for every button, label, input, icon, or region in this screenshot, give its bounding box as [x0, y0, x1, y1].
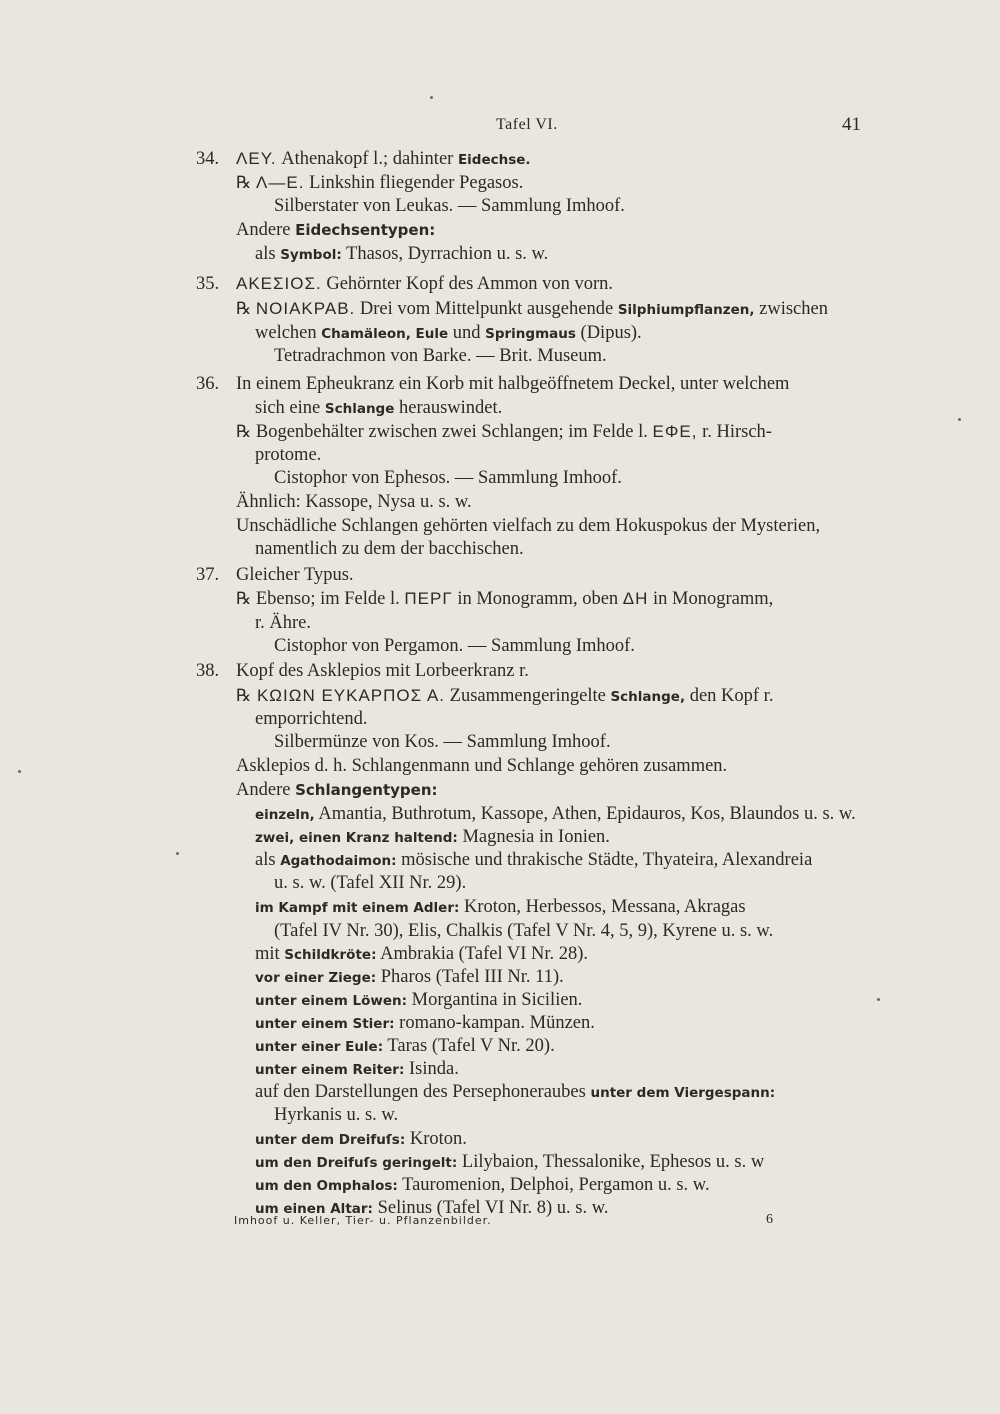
list-item: um den Omphalos: Tauromenion, Delphoi, Pergamon u. s. w. [255, 1175, 710, 1195]
greek-legend: Λ—Ε. [251, 173, 305, 192]
paper-speck [877, 998, 880, 1001]
keyword: Springmaus [485, 326, 576, 342]
list-item: unter einem Stier: romano-kampan. Münzen. [255, 1013, 595, 1033]
keyword: Chamäleon, [321, 326, 411, 342]
entry-line: Andere Schlangentypen: [236, 780, 438, 800]
entry-line: sich eine Schlange herauswindet. [255, 398, 503, 418]
entry-number: 34. [196, 149, 220, 169]
greek-legend: ΑΚΕΣΙΟΣ. [236, 274, 322, 293]
list-item: auf den Darstellungen des Persephoneraubes unter dem Viergespann: [255, 1082, 776, 1102]
entry-line: Gleicher Typus. [236, 565, 354, 585]
keyword: Schlangentypen: [295, 781, 438, 799]
entry-line: Unschädliche Schlangen gehörten vielfach zu dem Hokuspokus der Mysterien, [236, 516, 821, 536]
entry-line: namentlich zu dem der bacchischen. [255, 539, 524, 559]
entry-line: Andere Eidechsentypen: [236, 220, 436, 240]
list-item: vor einer Ziege: Pharos (Tafel III Nr. 11). [255, 967, 564, 987]
entry-line: Cistophor von Pergamon. — Sammlung Imhoof. [274, 636, 635, 656]
entry-line: ℞ Λ—Ε. Linkshin fliegender Pegasos. [236, 173, 524, 193]
entry-number: 36. [196, 374, 220, 394]
greek-legend: ΚΩΙΩΝ ΕΥΚΑΡΠΟΣ Α. [251, 686, 446, 705]
entry-line: als Symbol: Thasos, Dyrrachion u. s. w. [255, 244, 549, 264]
entry-line: Silberstater von Leukas. — Sammlung Imhoof. [274, 196, 625, 216]
entry-line: welchen Chamäleon, Eule und Springmaus (Dipus). [255, 323, 642, 343]
entry-line: Silbermünze von Kos. — Sammlung Imhoof. [274, 732, 611, 752]
reverse-symbol: ℞ [236, 589, 252, 608]
reverse-symbol: ℞ [236, 686, 252, 705]
greek-legend: ΝΟΙΑΚΡΑΒ. [255, 299, 356, 318]
paper-speck [430, 96, 433, 99]
entry-line: ℞ ΚΩΙΩΝ ΕΥΚΑΡΠΟΣ Α. Zusammengeringelte Schlange, den Kopf r. [236, 686, 774, 706]
list-item: mit Schildkröte: Ambrakia (Tafel VI Nr. 28). [255, 944, 589, 964]
keyword: Symbol: [280, 247, 342, 263]
keyword: Eule [415, 326, 449, 342]
list-item-continuation: Hyrkanis u. s. w. [274, 1105, 399, 1125]
running-header-title: Tafel VI. [496, 116, 558, 133]
greek-legend: ΔΗ [622, 589, 649, 608]
entry-line: r. Ähre. [255, 613, 311, 633]
entry-line: In einem Epheukranz ein Korb mit halbgeöffnetem Deckel, unter welchem [236, 374, 790, 394]
entry-number: 38. [196, 661, 220, 681]
list-item: einzeln, Amantia, Buthrotum, Kassope, Athen, Epidauros, Kos, Blaundos u. s. w. [255, 804, 856, 824]
entry-line: Ähnlich: Kassope, Nysa u. s. w. [236, 492, 472, 512]
reverse-symbol: ℞ [236, 299, 252, 318]
list-item-continuation: (Tafel IV Nr. 30), Elis, Chalkis (Tafel V Nr. 4, 5, 9), Kyrene u. s. w. [274, 921, 774, 941]
keyword: Schlange, [610, 689, 686, 705]
paper-speck [18, 770, 21, 773]
entry-line: Tetradrachmon von Barke. — Brit. Museum. [274, 346, 607, 366]
list-item: zwei, einen Kranz haltend: Magnesia in Ionien. [255, 827, 610, 847]
entry-line: emporrichtend. [255, 709, 368, 729]
footer-imprint: Imhoof u. Keller, Tier- u. Pflanzenbilder. [234, 1214, 492, 1227]
reverse-symbol: ℞ [236, 173, 252, 192]
list-item: um einen Altar: Selinus (Tafel VI Nr. 8) u. s. w. [255, 1198, 609, 1218]
entry-line: ΑΚΕΣΙΟΣ. Gehörnter Kopf des Ammon von vorn. [236, 274, 614, 294]
page-number: 41 [842, 114, 861, 135]
list-item-continuation: u. s. w. (Tafel XII Nr. 29). [274, 873, 467, 893]
reverse-symbol: ℞ [236, 422, 252, 441]
list-item: als Agathodaimon: mösische und thrakische Städte, Thyateira, Alexandreia [255, 850, 813, 870]
entry-number: 37. [196, 565, 220, 585]
greek-legend: ΕΦΕ, [652, 422, 698, 441]
entry-line: Asklepios d. h. Schlangenmann und Schlange gehören zusammen. [236, 756, 728, 776]
keyword: Eidechse. [457, 152, 531, 168]
keyword: Schlange [324, 401, 395, 417]
list-item: unter dem Dreifuſs: Kroton. [255, 1129, 467, 1149]
list-item: unter einem Löwen: Morgantina in Sicilien. [255, 990, 583, 1010]
list-item: um den Dreifuſs geringelt: Lilybaion, Thessalonike, Ephesos u. s. w [255, 1152, 765, 1172]
list-item: im Kampf mit einem Adler: Kroton, Herbessos, Messana, Akragas [255, 897, 746, 917]
paper-speck [176, 852, 179, 855]
keyword: Silphiumpflanzen, [617, 302, 755, 318]
greek-legend: ΠΕΡΓ [404, 589, 453, 608]
entry-line: ΛΕΥ. Athenakopf l.; dahinter Eidechse. [236, 149, 531, 169]
list-item: unter einer Eule: Taras (Tafel V Nr. 20). [255, 1036, 555, 1056]
entry-line: ℞ Bogenbehälter zwischen zwei Schlangen; im Felde l. ΕΦΕ, r. Hirsch- [236, 422, 772, 442]
keyword: Eidechsentypen: [295, 221, 436, 239]
entry-line: ℞ ΝΟΙΑΚΡΑΒ. Drei vom Mittelpunkt ausgehende Silphiumpflanzen, zwischen [236, 299, 828, 319]
entry-line: Kopf des Asklepios mit Lorbeerkranz r. [236, 661, 529, 681]
entry-line: protome. [255, 445, 322, 465]
entry-number: 35. [196, 274, 220, 294]
greek-legend: ΛΕΥ. [236, 149, 277, 168]
entry-line: Cistophor von Ephesos. — Sammlung Imhoof. [274, 468, 622, 488]
signature-mark: 6 [766, 1212, 773, 1227]
paper-speck [958, 418, 961, 421]
entry-line: ℞ Ebenso; im Felde l. ΠΕΡΓ in Monogramm, oben ΔΗ in Monogramm, [236, 589, 774, 609]
list-item: unter einem Reiter: Isinda. [255, 1059, 459, 1079]
